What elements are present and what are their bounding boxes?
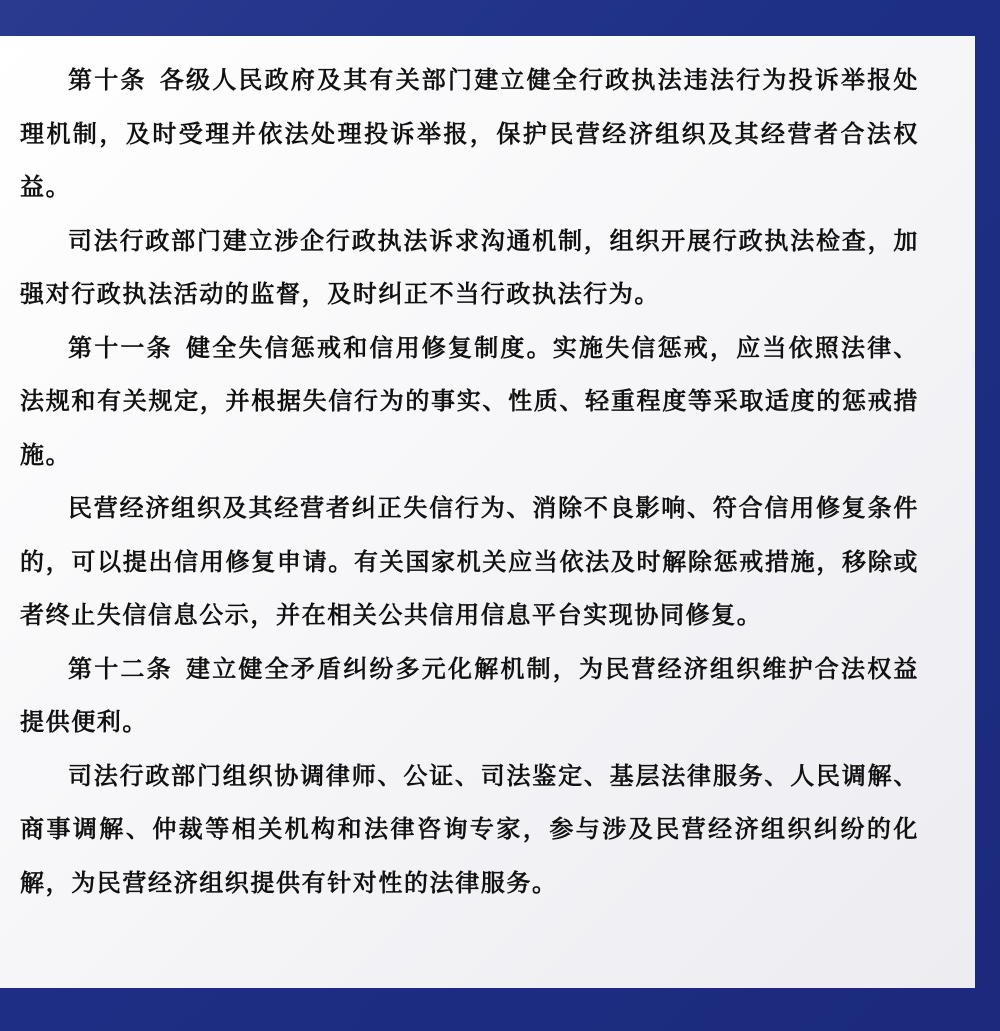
paragraph-text: 民营经济组织及其经营者纠正失信行为、消除不良影响、符合信用修复条件的，可以提出信用修复申请。有关国家机关应当依法及时解除惩戒措施，移除或者终止失信信息公示，并在相关公共信用信息平台实现协同修复。 [20, 494, 919, 629]
paragraph-article-11 [20, 322, 919, 483]
paragraph-text: 健全失信惩戒和信用修复制度。实施失信惩戒，应当依照法律、法规和有关规定，并根据失信行为的事实、性质、轻重程度等采取适度的惩戒措施。 [20, 333, 919, 469]
article-number: 第十条 [68, 66, 147, 94]
paragraph-text: 建立健全矛盾纠纷多元化解机制，为民营经济组织维护合法权益提供便利。 [20, 654, 919, 736]
paragraph-article-12-sub [20, 750, 919, 911]
paragraph-text: 司法行政部门组织协调律师、公证、司法鉴定、基层法律服务、人民调解、商事调解、仲裁等相关机构和法律咨询专家，参与涉及民营经济组织纠纷的化解，为民营经济组织提供有针对性的法律服务。 [20, 761, 919, 897]
paragraph-text: 司法行政部门建立涉企行政执法诉求沟通机制，组织开展行政执法检查，加强对行政执法活动的监督，及时纠正不当行政执法行为。 [20, 226, 919, 308]
document-panel [0, 36, 975, 988]
paragraph-text: 各级人民政府及其有关部门建立健全行政执法违法行为投诉举报处理机制，及时受理并依法处理投诉举报，保护民营经济组织及其经营者合法权益。 [20, 66, 919, 201]
paragraph-article-11-sub [20, 482, 919, 643]
paragraph-article-10-sub [20, 215, 919, 322]
paragraph-article-10 [20, 54, 919, 215]
article-number: 第十一条 [68, 333, 173, 362]
article-number: 第十二条 [68, 654, 173, 683]
paragraph-article-12 [20, 643, 919, 750]
